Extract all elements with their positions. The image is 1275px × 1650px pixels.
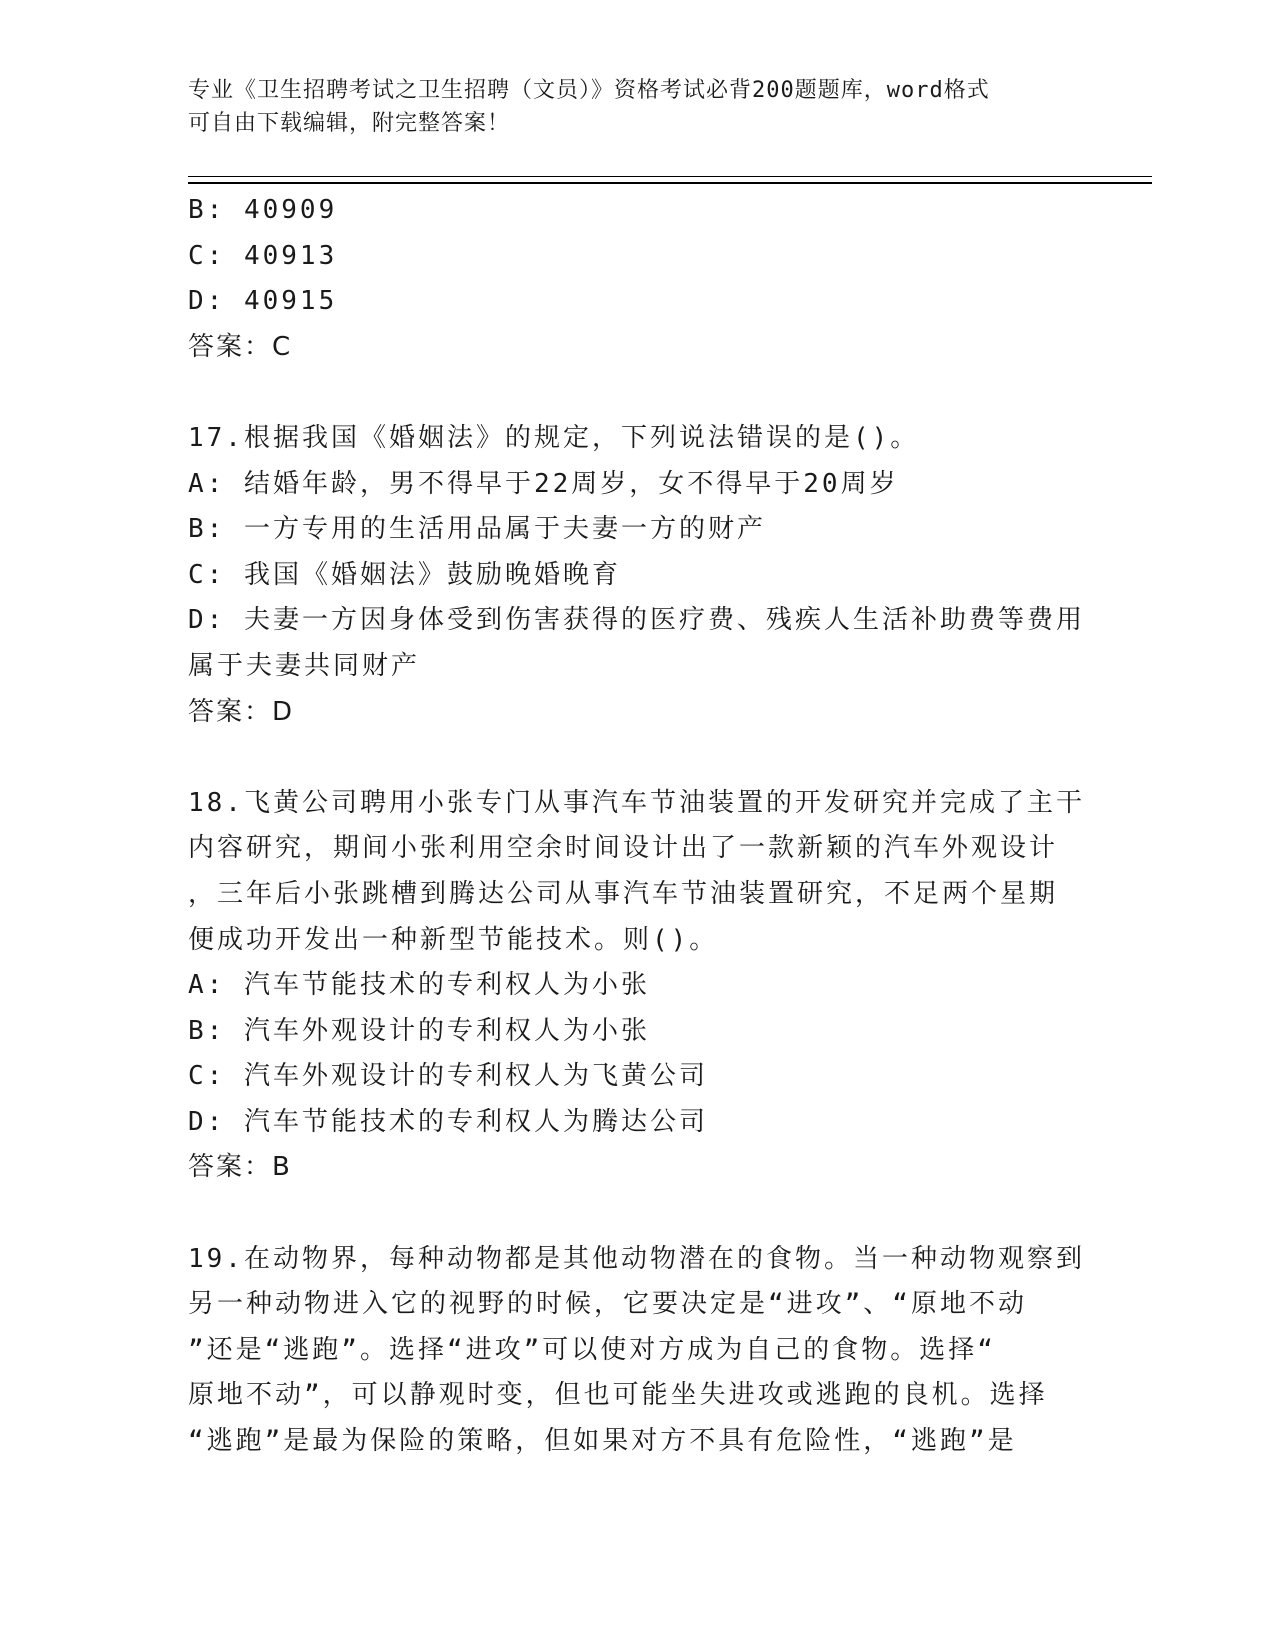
question-19 bbox=[188, 1237, 1088, 1465]
q18-answer: 答案：B bbox=[188, 1152, 292, 1183]
spacer bbox=[188, 1191, 1088, 1237]
q17-option-d-line-2: 属于夫妻共同财产 bbox=[188, 650, 421, 681]
header-line-1: 专业《卫生招聘考试之卫生招聘（文员）》资格考试必背200题题库，word格式 bbox=[188, 78, 990, 103]
q18-option-d: D: 汽车节能技术的专利权人为腾达公司 bbox=[188, 1106, 708, 1137]
q18-option-c: C: 汽车外观设计的专利权人为飞黄公司 bbox=[188, 1061, 708, 1092]
header-line-2: 可自由下载编辑，附完整答案！ bbox=[188, 111, 511, 136]
q16-answer: 答案：C bbox=[188, 331, 293, 362]
q18-option-a: A: 汽车节能技术的专利权人为小张 bbox=[188, 970, 650, 1001]
q17-stem: 17.根据我国《婚姻法》的规定，下列说法错误的是()。 bbox=[188, 422, 920, 453]
q19-stem-line-1: 19.在动物界，每种动物都是其他动物潜在的食物。当一种动物观察到 bbox=[188, 1243, 1085, 1274]
q16-option-b: B: 40909 bbox=[188, 195, 338, 225]
spacer bbox=[188, 370, 1088, 416]
header-divider-thin bbox=[188, 176, 1152, 177]
document-header bbox=[188, 74, 1068, 140]
q16-option-c: C: 40913 bbox=[188, 240, 338, 271]
question-18 bbox=[188, 781, 1088, 1191]
q18-stem-line-4: 便成功开发出一种新型节能技术。则()。 bbox=[188, 924, 719, 955]
q19-stem-line-5: “逃跑”是最为保险的策略，但如果对方不具有危险性，“逃跑”是 bbox=[188, 1426, 1017, 1457]
q17-option-b: B: 一方专用的生活用品属于夫妻一方的财产 bbox=[188, 514, 766, 545]
question-17 bbox=[188, 416, 1088, 735]
q17-option-a: A: 结婚年龄，男不得早于22周岁，女不得早于20周岁 bbox=[188, 468, 899, 499]
q19-stem-line-4: 原地不动”，可以静观时变，但也可能坐失进攻或逃跑的良机。选择 bbox=[188, 1380, 1048, 1411]
q19-stem-line-3: ”还是“逃跑”。选择“进攻”可以使对方成为自己的食物。选择“ bbox=[188, 1334, 996, 1365]
q19-stem-line-2: 另一种动物进入它的视野的时候，它要决定是“进攻”、“原地不动 bbox=[188, 1289, 1027, 1320]
question-16 bbox=[188, 188, 1088, 370]
q18-stem-line-2: 内容研究，期间小张利用空余时间设计出了一款新颖的汽车外观设计 bbox=[188, 833, 1059, 864]
q17-option-d-line-1: D: 夫妻一方因身体受到伤害获得的医疗费、残疾人生活补助费等费用 bbox=[188, 605, 1085, 636]
q17-answer: 答案：D bbox=[188, 696, 295, 727]
q18-option-b: B: 汽车外观设计的专利权人为小张 bbox=[188, 1015, 650, 1046]
header-divider-thick bbox=[188, 182, 1152, 184]
document-body bbox=[188, 188, 1088, 1465]
q18-stem-line-3: ，三年后小张跳槽到腾达公司从事汽车节油装置研究，不足两个星期 bbox=[188, 878, 1059, 909]
q17-option-c: C: 我国《婚姻法》鼓励晚婚晚育 bbox=[188, 559, 621, 590]
q18-stem-line-1: 18.飞黄公司聘用小张专门从事汽车节油装置的开发研究并完成了主干 bbox=[188, 787, 1085, 818]
q16-option-d: D: 40915 bbox=[188, 286, 338, 317]
spacer bbox=[188, 735, 1088, 781]
